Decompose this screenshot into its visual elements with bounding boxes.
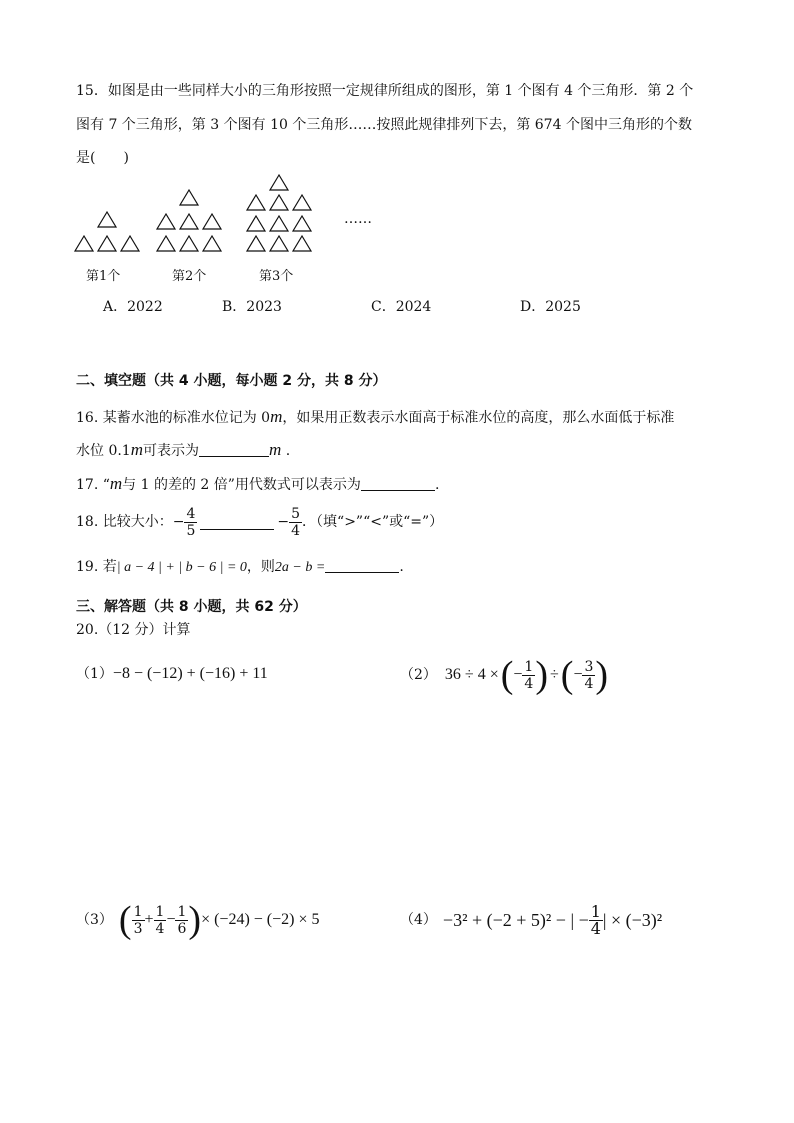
q20-part-3-fraction-2: $\frac{1}{4}$ (155, 903, 165, 937)
pattern-figure-3 (242, 172, 317, 257)
q20-part-2: （2） 36 ÷ 4 × ( − $\frac{1}{4}$ ) ÷ ( − $\frac{3}{4}$ ) (400, 654, 609, 696)
q16-unit-2: m (130, 440, 143, 459)
q19 (76, 558, 404, 577)
q16-text-b: ，如果用正数表示水面高于标准水位的高度，那么水面低于标准 (282, 410, 675, 426)
q20-part-3-fraction-1: $\frac{1}{3}$ (133, 903, 143, 937)
q16-text-c: 水位 0.1 (76, 443, 131, 459)
q19-answer-blank[interactable] (325, 558, 399, 573)
q20-part-4-expr-b: | × (−3)² (602, 909, 663, 930)
q20-part-2-expr-a: 36 ÷ 4 × (444, 666, 499, 683)
q19-text-a: 19. 若 (76, 559, 117, 575)
q16-answer-blank[interactable] (199, 442, 269, 457)
q20-part-3-label: （3） (76, 912, 113, 928)
q20-part-4-fraction: $\frac{1}{4}$ (590, 901, 601, 938)
figure-label-1: 第1个 (86, 269, 121, 284)
q18-fraction-2: $\frac{5}{4}$ (291, 505, 301, 539)
pattern-figure-1 (70, 205, 145, 255)
q20-part-4 (400, 897, 662, 943)
choice-d: D．2025 (520, 299, 581, 315)
q15-line1: 15．如图是由一些同样大小的三角形按照一定规律所组成的图形，第 1 个图有 4 个三角形．第 2 个 (76, 83, 694, 99)
q16-unit-3: m (269, 440, 282, 459)
choice-c: C．2024 (371, 299, 432, 315)
q16-line1 (76, 408, 674, 427)
q16-unit: m (270, 407, 283, 426)
q20-part-2-label: （2） (400, 667, 437, 683)
q20-part-3: （3） ( $\frac{1}{3}$ + $\frac{1}{4}$ − $\frac{1}{6}$ ) × (−24) − (−2) × 5 (76, 899, 320, 941)
q18-minus: − (277, 514, 290, 530)
q15-line3: 是( ) (76, 150, 129, 166)
q19-text-c: . (399, 559, 404, 575)
q17-text-b: 与 1 的差的 2 倍”用代数式可以表示为 (122, 477, 361, 493)
choice-a: A．2022 (103, 299, 163, 315)
q20-title: 20.（12 分）计算 (76, 622, 191, 638)
q16-line2 (76, 441, 290, 460)
q19-text-b: ，则 (246, 559, 275, 575)
choice-b: B．2023 (222, 299, 282, 315)
q18-answer-blank[interactable] (200, 515, 274, 530)
q18-text-b: ．（填“>”“<”或“=”） (302, 514, 444, 530)
section-3-title: 三、解答题（共 8 小题，共 62 分） (76, 599, 307, 615)
q16-text-a: 16. 某蓄水池的标准水位记为 0 (76, 410, 271, 426)
q17-var: m (109, 474, 123, 493)
pattern-ellipsis: …… (344, 211, 372, 227)
q20-part-4-expr-a: −3² + (−2 + 5)² − | − (442, 909, 589, 930)
q20-part-1-label: （1） (76, 666, 113, 682)
figure-label-2: 第2个 (172, 269, 207, 284)
q20-part-2-fraction-2: $\frac{3}{4}$ (584, 658, 594, 692)
q20-part-2-fraction-1: $\frac{1}{4}$ (524, 658, 534, 692)
q20-part-1 (76, 665, 268, 683)
q19-expr: | a − 4 | + | b − 6 | = 0 (116, 560, 247, 575)
pattern-figure-2 (152, 185, 227, 255)
q17-text-c: . (434, 477, 440, 493)
q18 (76, 504, 443, 540)
q20-part-1-expr: −8 − (−12) + (−16) + 11 (112, 665, 268, 682)
q20-part-4-label: （4） (400, 912, 437, 928)
q16-text-e: . (281, 443, 291, 459)
section-2-title: 二、填空题（共 4 小题，每小题 2 分，共 8 分） (76, 373, 387, 389)
q16-text-d: 可表示为 (143, 443, 199, 459)
q17-text-a: 17. “ (76, 477, 110, 493)
figure-label-3: 第3个 (259, 269, 294, 284)
q18-fraction-1: $\frac{4}{5}$ (186, 505, 196, 539)
q20-part-3-tail: × (−24) − (−2) × 5 (201, 911, 320, 928)
q20-part-3-fraction-3: $\frac{1}{6}$ (177, 903, 187, 937)
q15-line2: 图有 7 个三角形，第 3 个图有 10 个三角形……按照此规律排列下去，第 674 个图中三角形的个数 (76, 117, 692, 133)
q18-text-a: 18. 比较大小：− (76, 514, 185, 530)
q17-answer-blank[interactable] (361, 476, 435, 491)
q17 (76, 475, 439, 494)
q19-expr2: 2a − b = (274, 560, 326, 575)
